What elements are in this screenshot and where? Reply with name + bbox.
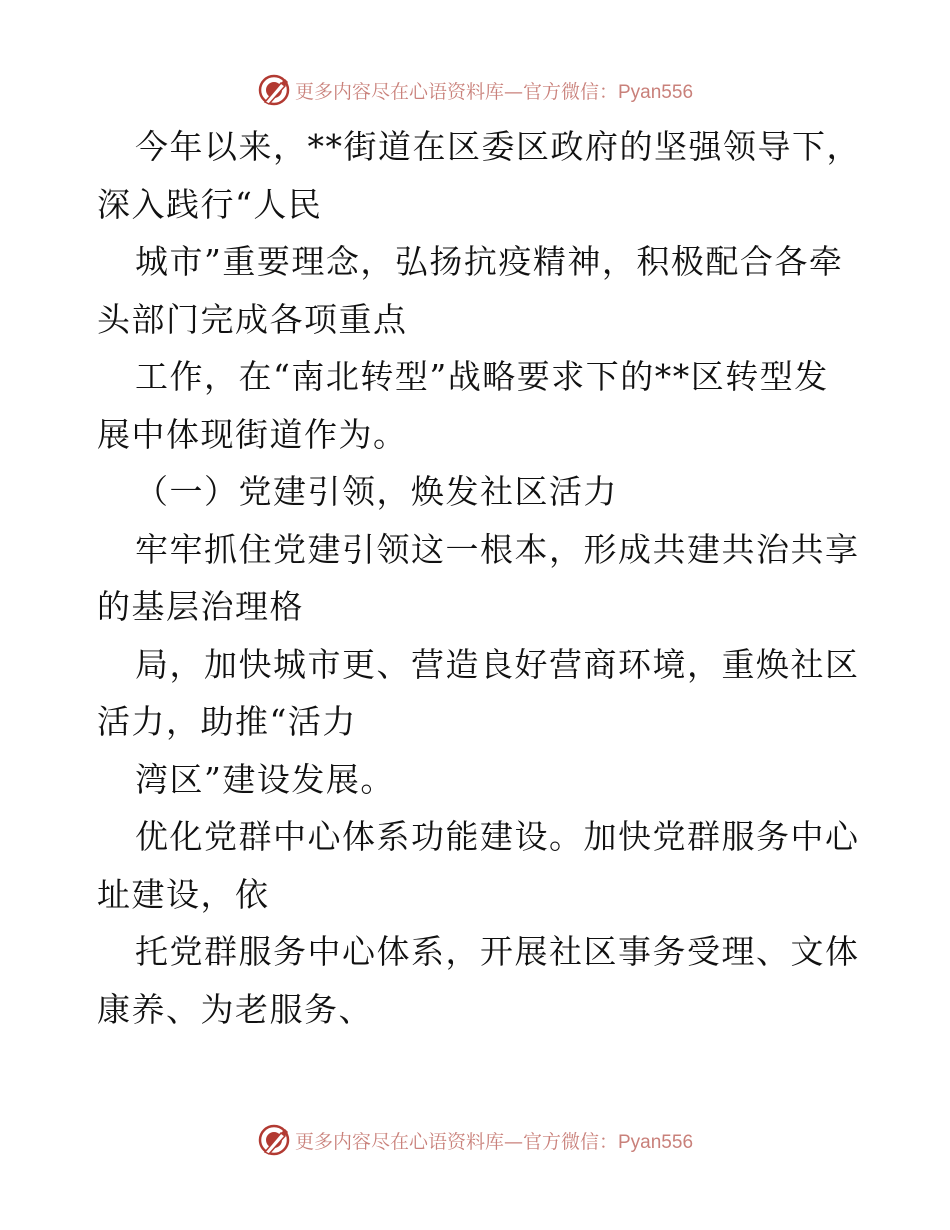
body-line: 活力，助推“活力: [97, 702, 357, 741]
section-heading: （一）党建引领，焕发社区活力: [135, 472, 618, 511]
watermark-label: 更多内容尽在心语资料库—官方微信：: [294, 80, 618, 103]
body-line: 湾区”建设发展。: [135, 759, 395, 799]
body-line: 城市”重要理念，弘扬抗疫精神，积极配合各牵: [135, 242, 844, 281]
watermark-text: [295, 77, 693, 104]
body-line: 康养、为老服务、: [97, 989, 373, 1029]
watermark-label: 更多内容尽在心语资料库—官方微信：: [294, 1130, 618, 1153]
body-line: 的基层治理格: [97, 587, 304, 626]
header-watermark: [0, 70, 950, 110]
body-line: 今年以来，**街道在区委区政府的坚强领导下，: [135, 127, 861, 166]
body-line: 深入践行“人民: [97, 184, 323, 224]
body-line: 优化党群中心体系功能建设。加快党群服务中心: [135, 817, 860, 856]
body-line: 托党群服务中心体系，开展社区事务受理、文体: [135, 932, 860, 971]
wechat-id: Pyan556: [618, 81, 694, 103]
watermark-text: [295, 1127, 693, 1154]
footer-watermark: [0, 1120, 950, 1160]
body-line: 工作，在“南北转型”战略要求下的**区转型发: [135, 357, 829, 396]
body-line: 牢牢抓住党建引领这一根本，形成共建共治共享: [135, 529, 860, 569]
wechat-id: Pyan556: [618, 1131, 694, 1153]
pen-circle-logo-icon: [257, 1123, 291, 1157]
document-body: [97, 118, 861, 1038]
body-line: 头部门完成各项重点: [97, 299, 408, 339]
body-line: 展中体现街道作为。: [97, 414, 408, 454]
body-line: 址建设，依: [97, 874, 270, 914]
pen-circle-logo-icon: [257, 73, 291, 107]
body-line: 局，加快城市更、营造良好营商环境，重焕社区: [135, 644, 860, 684]
